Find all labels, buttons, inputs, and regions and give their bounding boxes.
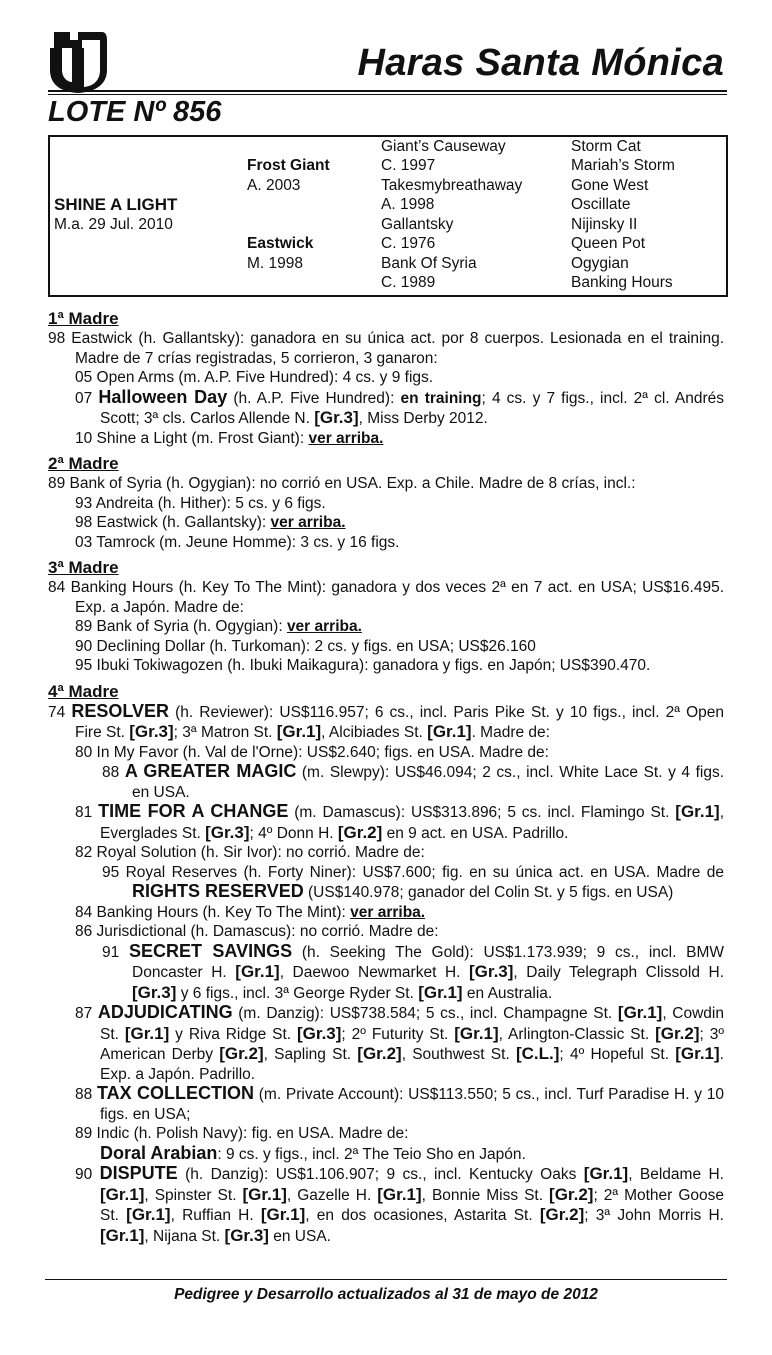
second-dam-intro: 89 Bank of Syria (h. Ogygian): no corrió en USA. Exp. a Chile. Madre de 8 crías, incl.: bbox=[48, 475, 636, 492]
gen3-ancestor: Queen Pot bbox=[571, 235, 646, 252]
section-third-dam: 3ª Madre bbox=[48, 558, 119, 577]
gen3-ancestor: Gone West bbox=[571, 177, 649, 194]
section-fourth-dam: 4ª Madre bbox=[48, 681, 119, 701]
gen3-ancestor: Mariah’s Storm bbox=[571, 157, 675, 174]
section-second-dam: 2ª Madre bbox=[48, 454, 119, 473]
haras-logo-icon bbox=[48, 30, 108, 94]
sire-info: A. 2003 bbox=[247, 177, 301, 194]
granddam-1-info: A. 1998 bbox=[381, 196, 435, 213]
third-dam-intro: 84 Banking Hours (h. Key To The Mint): ganadora y dos veces 2ª en 7 act. en USA; US$16.495. Exp. a Japón. Madre de: bbox=[48, 579, 724, 616]
produce-entry: 95 Royal Reserves (h. Forty Niner): US$7.600; fig. en su única act. en USA. Madre de RIGHTS RESERVED (US$140.978; ganador del Colin St. y 5 figs. en USA) bbox=[102, 863, 724, 901]
footer-note: Pedigree y Desarrollo actualizados al 31 de mayo de 2012 bbox=[174, 1286, 598, 1303]
dam-lines bbox=[48, 303, 724, 1246]
fourth-dam-intro: 74 RESOLVER (h. Reviewer): US$116.957; 6 cs., incl. Paris Pike St. y 10 figs., incl. 2ª Open Fire St. [Gr.3]; 3ª Matron St. [Gr.1], Alcibiades St. [Gr.1]. Madre de: bbox=[48, 700, 724, 741]
produce-entry: 03 Tamrock (m. Jeune Homme): 3 cs. y 16 figs. bbox=[75, 533, 400, 551]
produce-entry: 93 Andreita (h. Hither): 5 cs. y 6 figs. bbox=[75, 494, 326, 512]
header-rule bbox=[48, 90, 727, 95]
dam-name: Eastwick bbox=[247, 235, 314, 252]
produce-entry: 90 Declining Dollar (h. Turkoman): 2 cs. y figs. en USA; US$26.160 bbox=[75, 637, 536, 655]
produce-entry: 80 In My Favor (h. Val de l'Orne): US$2.640; figs. en USA. Madre de: bbox=[75, 743, 549, 761]
horse-name: SHINE A LIGHT bbox=[54, 195, 178, 214]
pedigree-table bbox=[48, 135, 728, 297]
section-first-dam: 1ª Madre bbox=[48, 309, 119, 328]
produce-entry: 90 DISPUTE (h. Danzig): US$1.106.907; 9 cs., incl. Kentucky Oaks [Gr.1], Beldame H. [Gr.1], Spinster St. [Gr.1], Gazelle H. [Gr.1], Bonnie Miss St. [Gr.2]; 2ª Mother Goose St. [Gr.1], Ruffian H. [Gr.1], en dos ocasiones, Astarita St. [Gr.2]; 3ª John Morris H. [Gr.1], Nijana St. [Gr.3] en USA. bbox=[75, 1163, 724, 1245]
produce-entry: 95 Ibuki Tokiwagozen (h. Ibuki Maikagura): ganadora y figs. en Japón; US$390.470. bbox=[75, 657, 651, 674]
produce-entry: 88 TAX COLLECTION (m. Private Account): US$113.550; 5 cs., incl. Turf Paradise H. y 10 figs. en USA; bbox=[75, 1083, 724, 1123]
produce-entry: 86 Jurisdictional (h. Damascus): no corrió. Madre de: bbox=[75, 923, 439, 940]
granddam-2: Bank Of Syria bbox=[381, 255, 477, 272]
grandsire-2-info: C. 1976 bbox=[381, 235, 436, 252]
produce-entry: 81 TIME FOR A CHANGE (m. Damascus): US$313.896; 5 cs. incl. Flamingo St. [Gr.1], Everglades St. [Gr.3]; 4º Donn H. [Gr.2] en 9 act. en USA. Padrillo. bbox=[75, 801, 724, 842]
horse-info: M.a. 29 Jul. 2010 bbox=[54, 216, 173, 233]
haras-title: Haras Santa Mónica bbox=[357, 42, 724, 84]
first-dam-intro: 98 Eastwick (h. Gallantsky): ganadora en su única act. por 8 cuerpos. Lesionada en el training. Madre de 7 crías registradas, 5 corrieron, 3 ganaron: bbox=[48, 330, 724, 367]
grandsire-2: Gallantsky bbox=[381, 216, 454, 233]
produce-entry: 91 SECRET SAVINGS (h. Seeking The Gold): US$1.173.939; 9 cs., incl. BMW Doncaster H. [Gr.1], Daewoo Newmarket H. [Gr.3], Daily Telegraph Clissold H. [Gr.3] y 6 figs., incl. 3ª George Ryder St. [Gr.1] en Australia. bbox=[102, 940, 725, 1002]
footer-rule bbox=[45, 1279, 727, 1280]
produce-entry: 89 Bank of Syria (h. Ogygian): ver arriba. bbox=[75, 618, 362, 635]
produce-entry: 84 Banking Hours (h. Key To The Mint): ver arriba. bbox=[75, 903, 426, 921]
grandsire-1: Giant’s Causeway bbox=[381, 138, 506, 155]
gen3-ancestor: Banking Hours bbox=[571, 274, 673, 291]
produce-entry: 07 Halloween Day (h. A.P. Five Hundred): en training; 4 cs. y 7 figs., incl. 2ª cl. Andrés Scott; 3ª cls. Carlos Allende N. [Gr.3], Miss Derby 2012. bbox=[75, 386, 725, 427]
produce-entry: 98 Eastwick (h. Gallantsky): ver arriba. bbox=[75, 514, 346, 531]
produce-entry: 88 A GREATER MAGIC (m. Slewpy): US$46.094; 2 cs., incl. White Lace St. y 4 figs. en USA. bbox=[102, 761, 725, 801]
granddam-1: Takesmybreathaway bbox=[381, 177, 523, 194]
granddam-2-info: C. 1989 bbox=[381, 274, 436, 291]
gen3-ancestor: Storm Cat bbox=[571, 138, 641, 155]
gen3-ancestor: Ogygian bbox=[571, 255, 629, 272]
produce-entry: 05 Open Arms (m. A.P. Five Hundred): 4 cs. y 9 figs. bbox=[75, 369, 434, 386]
produce-entry: 89 Indic (h. Polish Navy): fig. en USA. Madre de: bbox=[75, 1125, 409, 1142]
produce-entry: 10 Shine a Light (m. Frost Giant): ver arriba. bbox=[75, 429, 384, 447]
grandsire-1-info: C. 1997 bbox=[381, 157, 436, 174]
lot-number: LOTE Nº 856 bbox=[48, 96, 222, 128]
dam-info: M. 1998 bbox=[247, 255, 304, 272]
gen3-ancestor: Nijinsky II bbox=[571, 216, 638, 233]
produce-entry: 87 ADJUDICATING (m. Danzig): US$738.584; 5 cs., incl. Champagne St. [Gr.1], Cowdin St. [Gr.1] y Riva Ridge St. [Gr.3]; 2º Futurity St. [Gr.1], Arlington-Classic St. [Gr.2]; 3º American Derby [Gr.2], Sapling St. [Gr.2], Southwest St. [C.L.]; 4º Hopeful St. [Gr.1]. Exp. a Japón. Padrillo. bbox=[75, 1002, 724, 1083]
produce-entry: Doral Arabian: 9 cs. y figs., incl. 2ª The Teio Sho en Japón. bbox=[100, 1142, 526, 1163]
sire-name: Frost Giant bbox=[247, 157, 330, 174]
produce-entry: 82 Royal Solution (h. Sir Ivor): no corrió. Madre de: bbox=[75, 844, 425, 861]
gen3-ancestor: Oscillate bbox=[571, 196, 631, 213]
